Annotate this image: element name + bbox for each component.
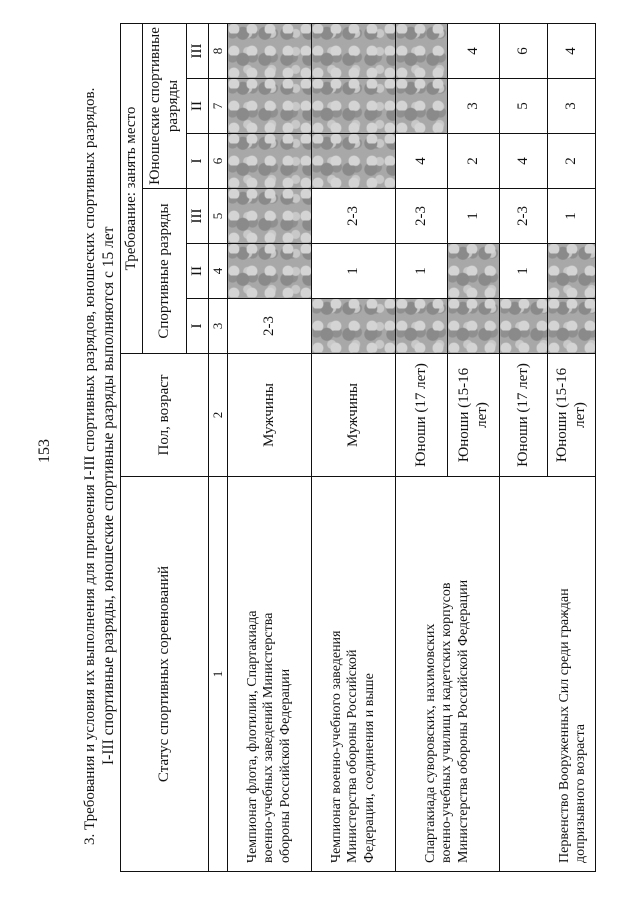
col-number: 2 bbox=[209, 354, 228, 477]
status-line: военно-учебных заведений Министерства bbox=[261, 612, 277, 863]
value-cell-na bbox=[228, 79, 312, 134]
value-cell: 4 bbox=[500, 134, 548, 189]
value-cell: 4 bbox=[548, 24, 596, 79]
header-youth-i: I bbox=[187, 134, 209, 189]
status-line: Спартакиада суворовских, нахимовских bbox=[423, 623, 439, 863]
value-cell: 1 bbox=[396, 244, 448, 299]
value-cell: 1 bbox=[312, 244, 396, 299]
value-cell-na bbox=[448, 299, 500, 354]
header-requirement: Требование: занять место bbox=[121, 24, 143, 354]
status-line: Министерства обороны Российской bbox=[345, 649, 361, 863]
value-cell-na bbox=[548, 299, 596, 354]
status-line: допризывного возраста bbox=[572, 723, 588, 863]
value-cell-na bbox=[548, 244, 596, 299]
status-cell bbox=[396, 477, 500, 872]
value-cell: 2-3 bbox=[312, 189, 396, 244]
status-cell bbox=[312, 477, 396, 872]
col-number: 8 bbox=[209, 24, 228, 79]
col-number: 6 bbox=[209, 134, 228, 189]
value-cell-na bbox=[312, 24, 396, 79]
value-cell-na bbox=[500, 299, 548, 354]
section-subheading: I-III спортивные разряды, юношеские спортивные разряды выполняются с 15 лет bbox=[100, 226, 117, 765]
value-cell-na bbox=[312, 134, 396, 189]
value-cell: 6 bbox=[500, 24, 548, 79]
value-cell-na bbox=[228, 189, 312, 244]
status-line: Министерства обороны Российской Федерации bbox=[455, 579, 471, 863]
header-sex-age: Пол, возраст bbox=[121, 354, 209, 477]
value-cell: 3 bbox=[548, 79, 596, 134]
value-cell-na bbox=[228, 134, 312, 189]
status-line: военно-учебных училищ и кадетских корпусов bbox=[439, 582, 455, 863]
value-cell: 2-3 bbox=[228, 299, 312, 354]
status-line: обороны Российской Федерации bbox=[277, 668, 293, 863]
header-sport-ranks: Спортивные разряды bbox=[143, 189, 187, 354]
col-number: 4 bbox=[209, 244, 228, 299]
value-cell: 4 bbox=[448, 24, 500, 79]
value-cell: 3 bbox=[448, 79, 500, 134]
sex-cell: Юноши (17 лет) bbox=[396, 354, 448, 477]
status-line: Федерации, соединения и выше bbox=[361, 673, 377, 863]
value-cell: 2 bbox=[448, 134, 500, 189]
status-line: Чемпионат военно-учебного заведения bbox=[329, 630, 345, 863]
header-youth-ii: II bbox=[187, 79, 209, 134]
sex-cell: Юноши (15-16 лет) bbox=[548, 354, 596, 477]
page-number: 153 bbox=[36, 439, 53, 463]
sex-cell: Мужчины bbox=[228, 354, 312, 477]
value-cell: 2 bbox=[548, 134, 596, 189]
col-number: 3 bbox=[209, 299, 228, 354]
value-cell: 5 bbox=[500, 79, 548, 134]
value-cell-na bbox=[312, 299, 396, 354]
status-cell bbox=[228, 477, 312, 872]
value-cell-na bbox=[448, 244, 500, 299]
header-status: Статус спортивных соревнований bbox=[121, 477, 209, 872]
value-cell: 2-3 bbox=[396, 189, 448, 244]
value-cell: 1 bbox=[448, 189, 500, 244]
status-cell bbox=[500, 477, 596, 872]
sex-cell: Мужчины bbox=[312, 354, 396, 477]
value-cell-na bbox=[396, 79, 448, 134]
value-cell: 4 bbox=[396, 134, 448, 189]
value-cell-na bbox=[228, 244, 312, 299]
status-line: Чемпионат флота, флотилии, Спартакиада bbox=[245, 610, 261, 863]
header-youth-iii: III bbox=[187, 24, 209, 79]
value-cell: 1 bbox=[500, 244, 548, 299]
value-cell-na bbox=[228, 24, 312, 79]
status-line: Первенство Вооруженных Сил среди граждан bbox=[556, 588, 572, 863]
header-youth-ranks: Юношеские спортивные разряды bbox=[143, 24, 187, 189]
value-cell-na bbox=[396, 24, 448, 79]
col-number: 7 bbox=[209, 79, 228, 134]
value-cell-na bbox=[396, 299, 448, 354]
header-rank-ii: II bbox=[187, 244, 209, 299]
col-number: 5 bbox=[209, 189, 228, 244]
value-cell-na bbox=[312, 79, 396, 134]
header-rank-i: I bbox=[187, 299, 209, 354]
header-rank-iii: III bbox=[187, 189, 209, 244]
section-heading: 3. Требования и условия их выполнения для присвоения I-III спортивных разрядов, юношеских спортивных разрядов. bbox=[82, 87, 98, 845]
sex-cell: Юноши (17 лет) bbox=[500, 354, 548, 477]
value-cell: 1 bbox=[548, 189, 596, 244]
sex-cell: Юноши (15-16 лет) bbox=[448, 354, 500, 477]
col-number: 1 bbox=[209, 477, 228, 872]
requirements-table bbox=[120, 23, 596, 872]
value-cell: 2-3 bbox=[500, 189, 548, 244]
